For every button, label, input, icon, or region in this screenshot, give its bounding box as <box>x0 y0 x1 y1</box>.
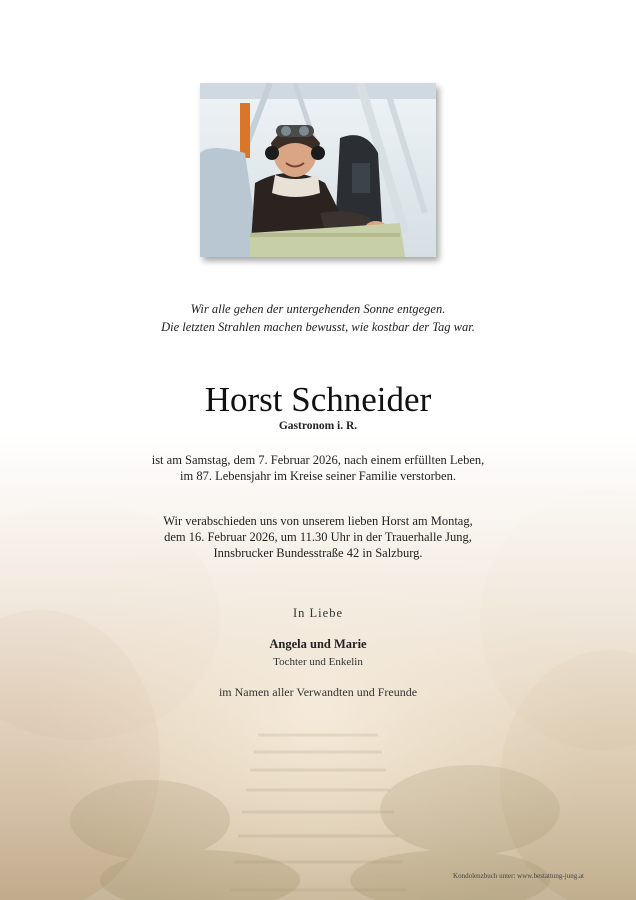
deceased-name: Horst Schneider <box>204 380 432 419</box>
mourners-names: Angela und Marie <box>269 637 367 651</box>
death-notice-line-2: im 87. Lebensjahr im Kreise seiner Familie verstorben. <box>180 469 456 483</box>
portrait-photo <box>200 83 436 257</box>
condolence-book-link[interactable]: Kondolenzbuch unter: www.bestattung-jung.at <box>453 872 584 880</box>
funeral-details <box>0 513 636 561</box>
mourners-relation: Tochter und Enkelin <box>273 656 363 668</box>
relatives-line: im Namen aller Verwandten und Freunde <box>218 685 418 699</box>
death-notice-line-1: ist am Samstag, dem 7. Februar 2026, nach einem erfüllten Leben, <box>151 453 485 467</box>
quote-line-1: Wir alle gehen der untergehenden Sonne entgegen. <box>190 302 446 316</box>
funeral-line-2: dem 16. Februar 2026, um 11.30 Uhr in der Trauerhalle Jung, <box>164 530 472 544</box>
deceased-profession: Gastronom i. R. <box>278 420 358 432</box>
quote-line-2: Die letzten Strahlen machen bewusst, wie kostbar der Tag war. <box>161 320 475 334</box>
death-notice <box>0 452 636 484</box>
funeral-line-1: Wir verabschieden uns von unserem lieben Horst am Montag, <box>163 514 473 528</box>
funeral-line-3: Innsbrucker Bundesstraße 42 in Salzburg. <box>213 546 423 560</box>
pilot-in-biplane-image <box>200 83 436 257</box>
in-love-heading: In Liebe <box>293 606 343 620</box>
memorial-quote <box>0 300 636 336</box>
